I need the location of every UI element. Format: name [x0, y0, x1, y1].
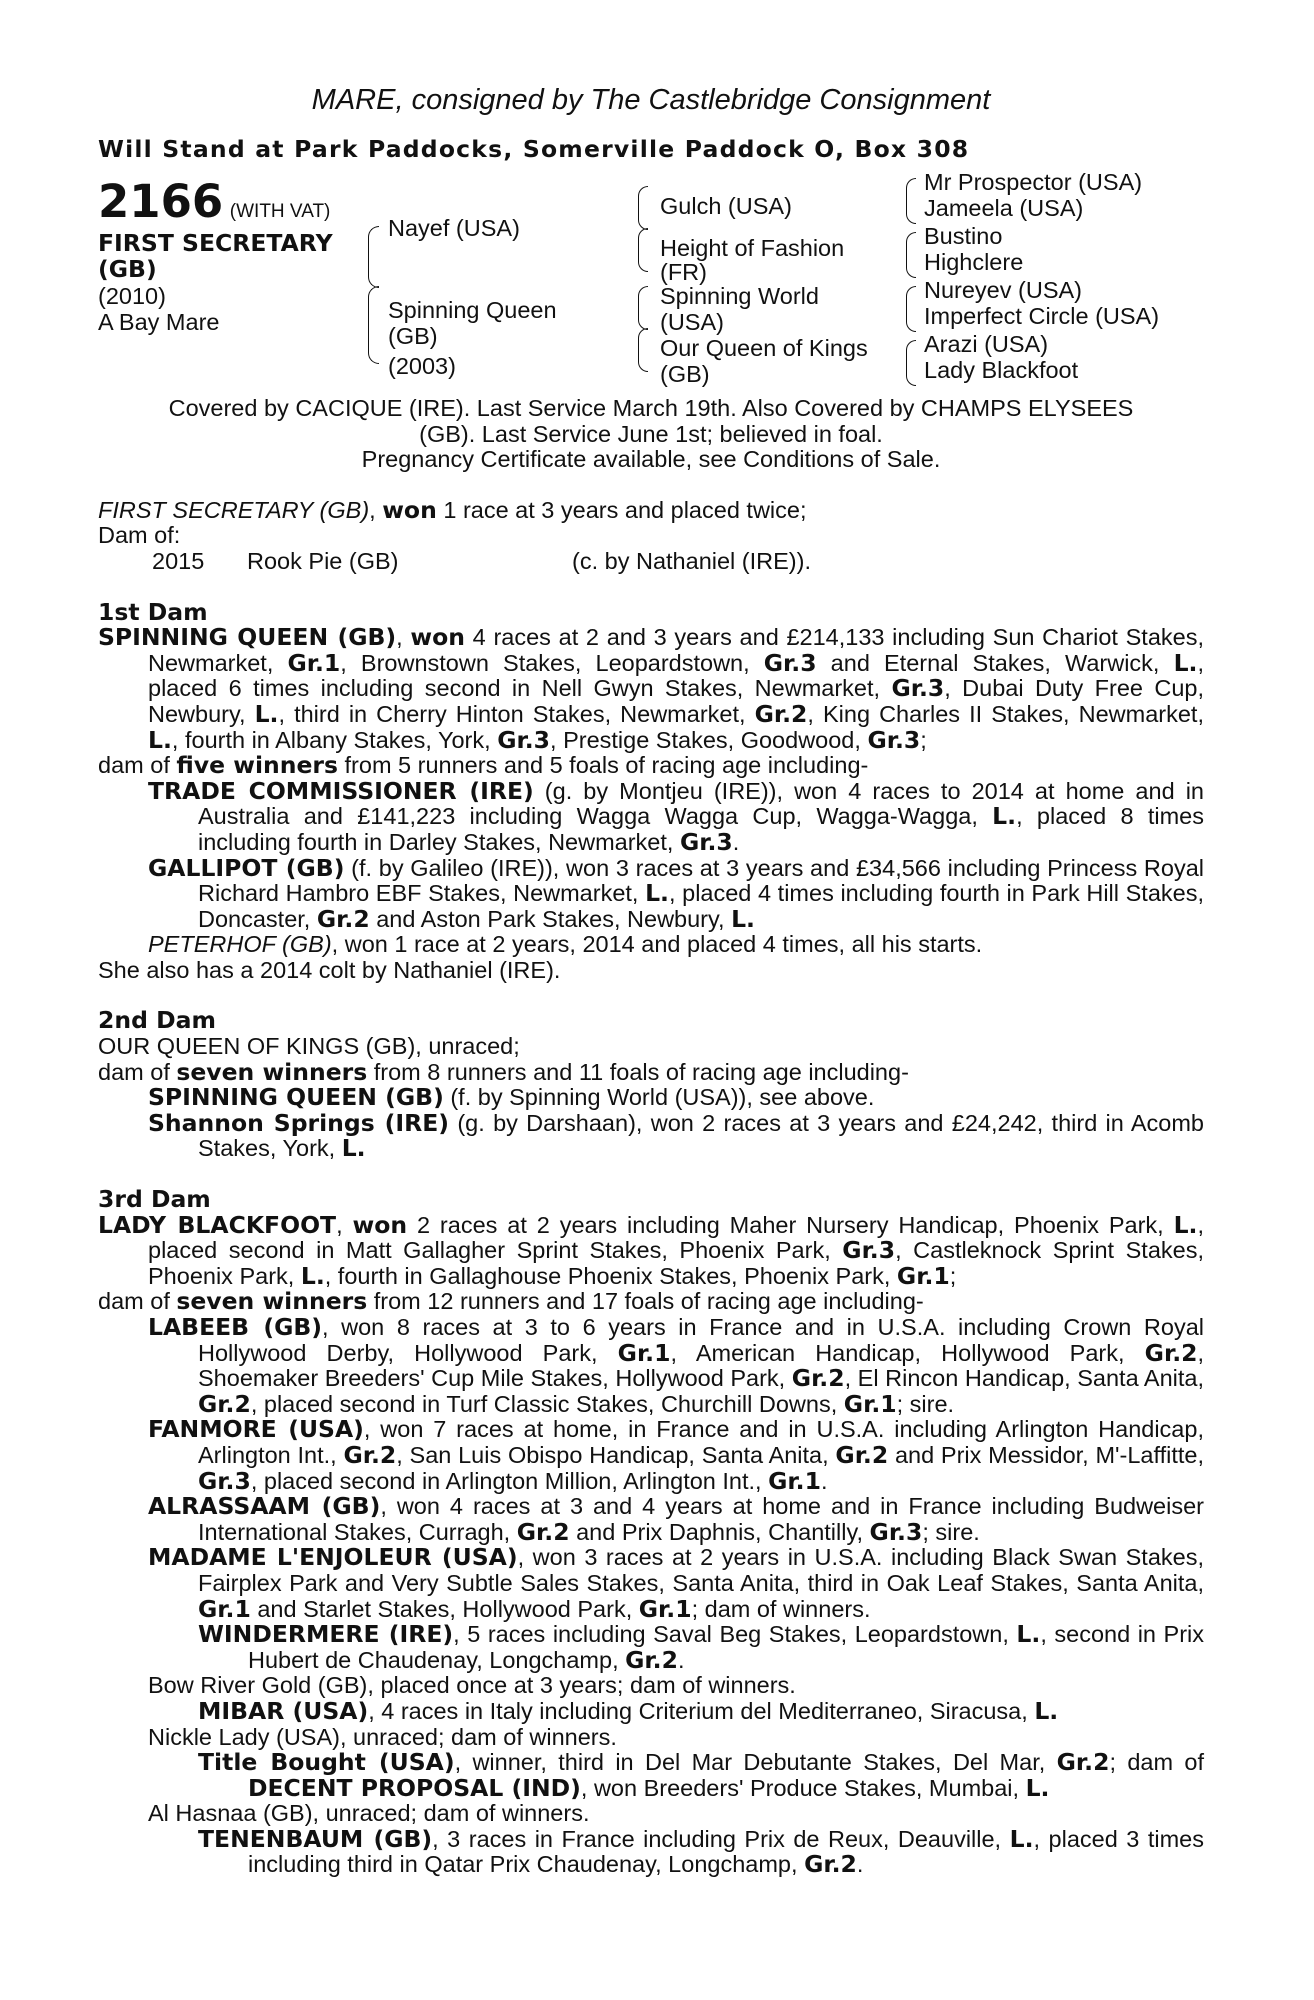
fan-name: FANMORE (USA): [148, 1415, 364, 1444]
alr-t1: , won 4 races at 3 and 4 years at home and in France including Budweiser International Stakes, Curragh,: [198, 1493, 1204, 1545]
third-dam-produce-summary: [98, 1289, 1204, 1315]
catalogue-page: [98, 82, 1204, 1878]
fd-g5: Gr.3: [497, 725, 551, 754]
td-t3: , Castleknock Sprint Stakes, Phoenix Park,: [148, 1237, 1204, 1289]
second-dam-produce-summary: [98, 1057, 1204, 1086]
mibar-name: MIBAR (USA): [198, 1696, 369, 1725]
produce-mibar: [98, 1696, 1204, 1725]
ss-t1: (g. by Darshaan), won 2 races at 3 years and £24,242, third in Acomb Stakes, York,: [198, 1109, 1204, 1162]
alr-name: ALRASSAAM (GB): [148, 1492, 381, 1521]
pedigree-dss: Nureyev (USA): [924, 277, 1083, 303]
td-l1: L.: [1173, 1210, 1198, 1239]
fd-t10: ;: [920, 726, 927, 753]
pedigree-dam-line2: (GB): [388, 323, 438, 349]
fan-t3: and Prix Messidor, M'-Laffitte,: [888, 1441, 1204, 1468]
title-g: Gr.2: [1056, 1748, 1110, 1777]
produce-tenenbaum: [98, 1824, 1204, 1879]
win-t2: , second in Prix Hubert de Chaudenay, Longchamp,: [248, 1621, 1204, 1673]
fd-g6: Gr.3: [867, 725, 921, 754]
td-won: won: [352, 1210, 408, 1239]
pedigree-sire-dam-line1: Height of Fashion: [660, 235, 845, 261]
fan-g3: Gr.3: [198, 1466, 251, 1495]
galli-g1: Gr.2: [316, 904, 370, 933]
td-t2: , placed second in Matt Gallagher Sprint Stakes, Phoenix Park,: [148, 1211, 1204, 1264]
first-dam-record: SPINNING QUEEN (GB), won 4 races at 2 and 3 years and £214,133 including Sun Chariot Stakes, Newmarket, Gr.1, Brownstown Stakes, Leopardstown, Gr.3 and Eternal Stakes, Warwick, L., placed 6 times including second in Nell Gwyn Stakes, Newmarket, Gr.3, Dubai Duty Free Cup, Newbury, L., third in Cherry Hinton Stakes, Newmarket, Gr.2, King Charles II Stakes, Newmarket, L., fourth in Albany Stakes, York, Gr.3, Prestige Stakes, Goodwood, Gr.3;: [98, 623, 1204, 754]
produce-al-hasnaa: Al Hasnaa (GB), unraced; dam of winners.: [148, 1800, 590, 1827]
win-l: L.: [1016, 1620, 1041, 1649]
title-bold2: DECENT PROPOSAL (IND): [248, 1773, 581, 1802]
trade-t1: (g. by Montjeu (IRE)), won 4 races to 2014 at home and in Australia and £141,223 including Wagga Wagga Cup, Wagga-Wagga,: [198, 777, 1204, 830]
produce-labeeb: [98, 1315, 1204, 1417]
win-g: Gr.2: [625, 1645, 678, 1674]
ten-t1: , 3 races in France including Prix de Reux, Deauville,: [432, 1825, 1010, 1852]
trade-t2: , placed 8 times including fourth in Darley Stakes, Newmarket,: [198, 803, 1204, 855]
mad-name: MADAME L'ENJOLEUR (USA): [148, 1543, 518, 1572]
consignor-line: MARE, consigned by The Castlebridge Consignment: [311, 84, 991, 116]
fan-g2: Gr.2: [835, 1440, 889, 1469]
peter-name: PETERHOF (GB): [148, 931, 332, 958]
produce-peterhof: [98, 932, 1204, 958]
sd-damof-post: from 8 runners and 11 foals of racing age including-: [367, 1058, 909, 1085]
fan-t4: , placed second in Arlington Million, Arlington Int.,: [250, 1467, 769, 1494]
produce-year: 2015: [152, 547, 205, 574]
ss-name: Shannon Springs (IRE): [148, 1108, 450, 1137]
ten-g: Gr.2: [804, 1850, 857, 1879]
alr-g2: Gr.3: [869, 1517, 923, 1546]
mad-t1: , won 3 races at 2 years in U.S.A. including Black Swan Stakes, Fairplex Park and Very Subtle Sales Stakes, Santa Anita, third in Oak Leaf Stakes, Santa Anita,: [198, 1544, 1205, 1596]
covered-line2: (GB). Last Service June 1st; believed in foal.: [419, 420, 883, 447]
produce-windermere: [98, 1622, 1204, 1673]
mibar-l: L.: [1034, 1696, 1059, 1725]
fan-t1: , won 7 races at home, in France and in U.S.A. including Arlington Handicap, Arlington Int.,: [198, 1416, 1204, 1468]
brace-dam: [368, 286, 379, 364]
labeeb-t1: , won 8 races at 3 to 6 years in France and in U.S.A. including Crown Royal Hollywood Derby, Hollywood Park,: [198, 1314, 1204, 1366]
labeeb-t4: , El Rincon Handicap, Santa Anita,: [844, 1365, 1204, 1392]
title-t1: , winner, third in Del Mar Debutante Stakes, Del Mar,: [454, 1749, 1057, 1776]
mad-t3: ; dam of winners.: [691, 1595, 871, 1622]
labeeb-g4: Gr.2: [198, 1389, 251, 1418]
stand-location: Will Stand at Park Paddocks, Somerville Paddock O, Box 308: [98, 135, 970, 163]
produce-row: [98, 549, 1204, 575]
pedigree-sire: Nayef (USA): [388, 215, 520, 241]
race-record: [98, 495, 1204, 524]
galli-t2: , placed 4 times including fourth in Park Hill Stakes, Doncaster,: [198, 880, 1204, 932]
pedigree-sss: Mr Prospector (USA): [924, 169, 1143, 195]
pedigree-dam-line1: Spinning Queen: [388, 297, 557, 323]
galli-l2: L.: [731, 904, 755, 933]
labeeb-g5: Gr.1: [843, 1389, 897, 1418]
fd-t9: , Prestige Stakes, Goodwood,: [550, 726, 868, 753]
brace-dd3: [906, 340, 916, 386]
lot-heading: [98, 175, 331, 228]
td-damof-bold: seven winners: [176, 1287, 368, 1316]
fd-g2: Gr.3: [763, 648, 817, 677]
produce-alrassaam: [98, 1494, 1204, 1545]
pedigree-sire-dam-line2: (FR): [660, 259, 707, 285]
win-t3: .: [677, 1646, 685, 1673]
labeeb-t2: , American Handicap, Hollywood Park,: [670, 1339, 1145, 1366]
title-t2: ; dam of: [1109, 1749, 1204, 1776]
produce-sire: (c. by Nathaniel (IRE)).: [572, 547, 811, 574]
fd-l2: L.: [254, 699, 279, 728]
fd-t8: , fourth in Albany Stakes, York,: [171, 726, 498, 753]
second-dam-record: OUR QUEEN OF KINGS (GB), unraced;: [98, 1033, 520, 1060]
produce-trade-commissioner: [98, 776, 1204, 856]
second-dam-heading: 2nd Dam: [98, 1006, 216, 1035]
fan-g1: Gr.2: [343, 1440, 397, 1469]
produce-name: Rook Pie (GB): [247, 547, 399, 574]
brace-dd: [638, 328, 648, 372]
produce-bow-river-gold: Bow River Gold (GB), placed once at 3 years; dam of winners.: [148, 1672, 796, 1699]
td-g2: Gr.1: [896, 1261, 950, 1290]
produce-nickle-lady: Nickle Lady (USA), unraced; dam of winners.: [148, 1723, 617, 1750]
first-dam-name: SPINNING QUEEN (GB): [98, 623, 397, 652]
fd-g1: Gr.1: [287, 648, 341, 677]
galli-name: GALLIPOT (GB): [148, 853, 345, 882]
first-dam-produce-summary: [98, 753, 1204, 779]
labeeb-t5: , placed second in Turf Classic Stakes, Churchill Downs,: [250, 1390, 844, 1417]
win-name: WINDERMERE (IRE): [198, 1620, 454, 1649]
first-dam-won: won: [410, 623, 465, 652]
third-dam-heading: 3rd Dam: [98, 1185, 211, 1214]
td-name: LADY BLACKFOOT: [98, 1210, 337, 1239]
pedigree-dam-dam-line2: (GB): [660, 361, 710, 387]
record-won: won: [382, 495, 437, 524]
title-name: Title Bought (USA): [198, 1748, 455, 1777]
mibar-t1: , 4 races in Italy including Criterium del Mediterraneo, Siracusa,: [368, 1697, 1035, 1724]
produce-title-bought: [98, 1750, 1204, 1801]
alr-t3: ; sire.: [922, 1518, 980, 1545]
trade-g: Gr.3: [679, 827, 733, 856]
fd-t5: , Dubai Duty Free Cup, Newbury,: [148, 675, 1204, 727]
mad-g2: Gr.1: [638, 1594, 692, 1623]
covered-line3: Pregnancy Certificate available, see Conditions of Sale.: [361, 446, 941, 473]
pedigree-sire-sire: Gulch (USA): [660, 193, 792, 219]
td-damof-pre: dam of: [98, 1288, 177, 1315]
peter-rest: , won 1 race at 2 years, 2014 and placed 4 times, all his starts.: [331, 931, 983, 958]
pedigree-dds: Arazi (USA): [924, 331, 1049, 357]
fd-t3: and Eternal Stakes, Warwick,: [816, 649, 1174, 676]
ss-l: L.: [341, 1134, 366, 1163]
fd-damof-bold: five winners: [176, 751, 338, 780]
produce-shannon-springs: [98, 1108, 1204, 1163]
td-g1: Gr.3: [842, 1236, 896, 1265]
ten-l: L.: [1009, 1824, 1034, 1853]
td-t1: 2 races at 2 years including Maher Nursery Handicap, Phoenix Park,: [407, 1211, 1174, 1238]
pedigree-dam-sire-line1: Spinning World: [660, 283, 819, 309]
labeeb-g2: Gr.2: [1144, 1338, 1198, 1367]
brace-sire: [368, 226, 379, 288]
fan-g4: Gr.1: [768, 1466, 821, 1495]
fan-t5: .: [820, 1467, 828, 1494]
horse-year: (2010): [98, 283, 166, 309]
trade-name: TRADE COMMISSIONER (IRE): [148, 776, 534, 805]
sq-rest: (f. by Spinning World (USA)), see above.: [443, 1084, 875, 1111]
ten-name: TENENBAUM (GB): [198, 1824, 433, 1853]
labeeb-g3: Gr.2: [791, 1364, 845, 1393]
horse-description: A Bay Mare: [98, 309, 220, 335]
brace-ss3: [906, 178, 916, 224]
labeeb-name: LABEEB (GB): [148, 1313, 323, 1341]
brace-ss: [638, 186, 648, 230]
brace-ds: [638, 286, 648, 330]
galli-t1: (f. by Galileo (IRE)), won 3 races at 3 years and £34,566 including Princess Royal Richard Hambro EBF Stakes, Newmarket,: [198, 854, 1205, 907]
dam-of-label: Dam of:: [98, 522, 181, 549]
pedigree-dam-line3: (2003): [388, 353, 456, 379]
produce-spinning-queen: [98, 1085, 1204, 1111]
pedigree-ddd: Lady Blackfoot: [924, 357, 1079, 383]
td-damof-post: from 12 runners and 17 foals of racing age including-: [367, 1288, 924, 1315]
fan-t2: , San Luis Obispo Handicap, Santa Anita,: [396, 1441, 836, 1468]
horse-country: (GB): [98, 255, 157, 283]
sd-damof-pre: dam of: [98, 1058, 177, 1085]
pedigree-sdd: Highclere: [924, 249, 1024, 275]
mad-t2: and Starlet Stakes, Hollywood Park,: [250, 1595, 639, 1622]
pedigree-ssd: Jameela (USA): [924, 195, 1084, 221]
brace-sd3: [906, 232, 916, 278]
pedigree-dam-dam-line1: Our Queen of Kings: [660, 335, 868, 361]
fd-damof-post: from 5 runners and 5 foals of racing age including-: [337, 752, 869, 779]
ten-t2: , placed 3 times including third in Qatar Prix Chaudenay, Longchamp,: [248, 1825, 1204, 1878]
trade-l: L.: [992, 802, 1017, 831]
trade-t3: .: [732, 828, 740, 855]
horse-name: FIRST SECRETARY: [98, 229, 333, 257]
pedigree-table: [98, 169, 1204, 396]
record-rest: 1 race at 3 years and placed twice;: [436, 496, 807, 523]
td-t4: , fourth in Gallaghouse Phoenix Stakes, Phoenix Park,: [324, 1262, 897, 1289]
record-horse-name: FIRST SECRETARY (GB): [98, 496, 370, 523]
pedigree-sds: Bustino: [924, 223, 1003, 249]
fd-l1: L.: [1173, 648, 1198, 677]
lot-number: 2166: [98, 175, 224, 228]
labeeb-t3: , Shoemaker Breeders' Cup Mile Stakes, Hollywood Park,: [198, 1339, 1205, 1392]
vat-note: (WITH VAT): [229, 201, 331, 222]
td-l2: L.: [300, 1261, 325, 1290]
title-t3: , won Breeders' Produce Stakes, Mumbai,: [580, 1774, 1026, 1801]
covering-info: [98, 396, 1204, 473]
sq-name: SPINNING QUEEN (GB): [148, 1083, 444, 1112]
fd-g3: Gr.3: [891, 674, 945, 703]
third-dam-record: LADY BLACKFOOT, won 2 races at 2 years including Maher Nursery Handicap, Phoenix Park, L., placed second in Matt Gallagher Sprint Stakes, Phoenix Park, Gr.3, Castleknock Sprint Stakes, Phoenix Park, L., fourth in Gallaghouse Phoenix Stakes, Phoenix Park, Gr.1;: [98, 1210, 1204, 1290]
galli-l: L.: [645, 879, 669, 908]
first-dam-heading: 1st Dam: [98, 597, 208, 626]
alr-t2: and Prix Daphnis, Chantilly,: [569, 1518, 870, 1545]
sd-damof-bold: seven winners: [176, 1057, 368, 1086]
fd-t2: , Brownstown Stakes, Leopardstown,: [340, 649, 764, 676]
brace-sd: [638, 228, 648, 272]
labeeb-t6: ; sire.: [896, 1390, 955, 1417]
ten-t3: .: [856, 1851, 864, 1878]
fd-t7: , King Charles II Stakes, Newmarket,: [807, 700, 1204, 727]
mad-g1: Gr.1: [198, 1594, 251, 1623]
title-l: L.: [1025, 1773, 1050, 1802]
first-dam-also: She also has a 2014 colt by Nathaniel (IRE).: [98, 956, 561, 983]
td-t5: ;: [949, 1262, 957, 1289]
pedigree-dsd: Imperfect Circle (USA): [924, 303, 1160, 329]
fd-t6: , third in Cherry Hinton Stakes, Newmarket,: [278, 700, 755, 727]
produce-gallipot: [98, 853, 1205, 933]
galli-t3: and Aston Park Stakes, Newbury,: [369, 905, 732, 932]
brace-ds3: [906, 286, 916, 332]
alr-g1: Gr.2: [516, 1517, 570, 1546]
produce-fanmore: [98, 1417, 1204, 1494]
fd-l3: L.: [148, 725, 172, 754]
win-t1: , 5 races including Saval Beg Stakes, Leopardstown,: [453, 1621, 1017, 1648]
produce-madame-lenjoleur: [98, 1545, 1204, 1622]
record-sep: ,: [369, 496, 383, 523]
fd-g4: Gr.2: [754, 699, 808, 728]
labeeb-g1: Gr.1: [617, 1338, 671, 1367]
covered-line1: Covered by CACIQUE (IRE). Last Service March 19th. Also Covered by CHAMPS ELYSEES: [168, 395, 1134, 421]
fd-t4: , placed 6 times including second in Nell Gwyn Stakes, Newmarket,: [148, 649, 1204, 702]
fd-t1: 4 races at 2 and 3 years and £214,133 including Sun Chariot Stakes, Newmarket,: [148, 624, 1204, 676]
pedigree-dam-sire-line2: (USA): [660, 309, 724, 335]
fd-damof-pre: dam of: [98, 752, 177, 779]
